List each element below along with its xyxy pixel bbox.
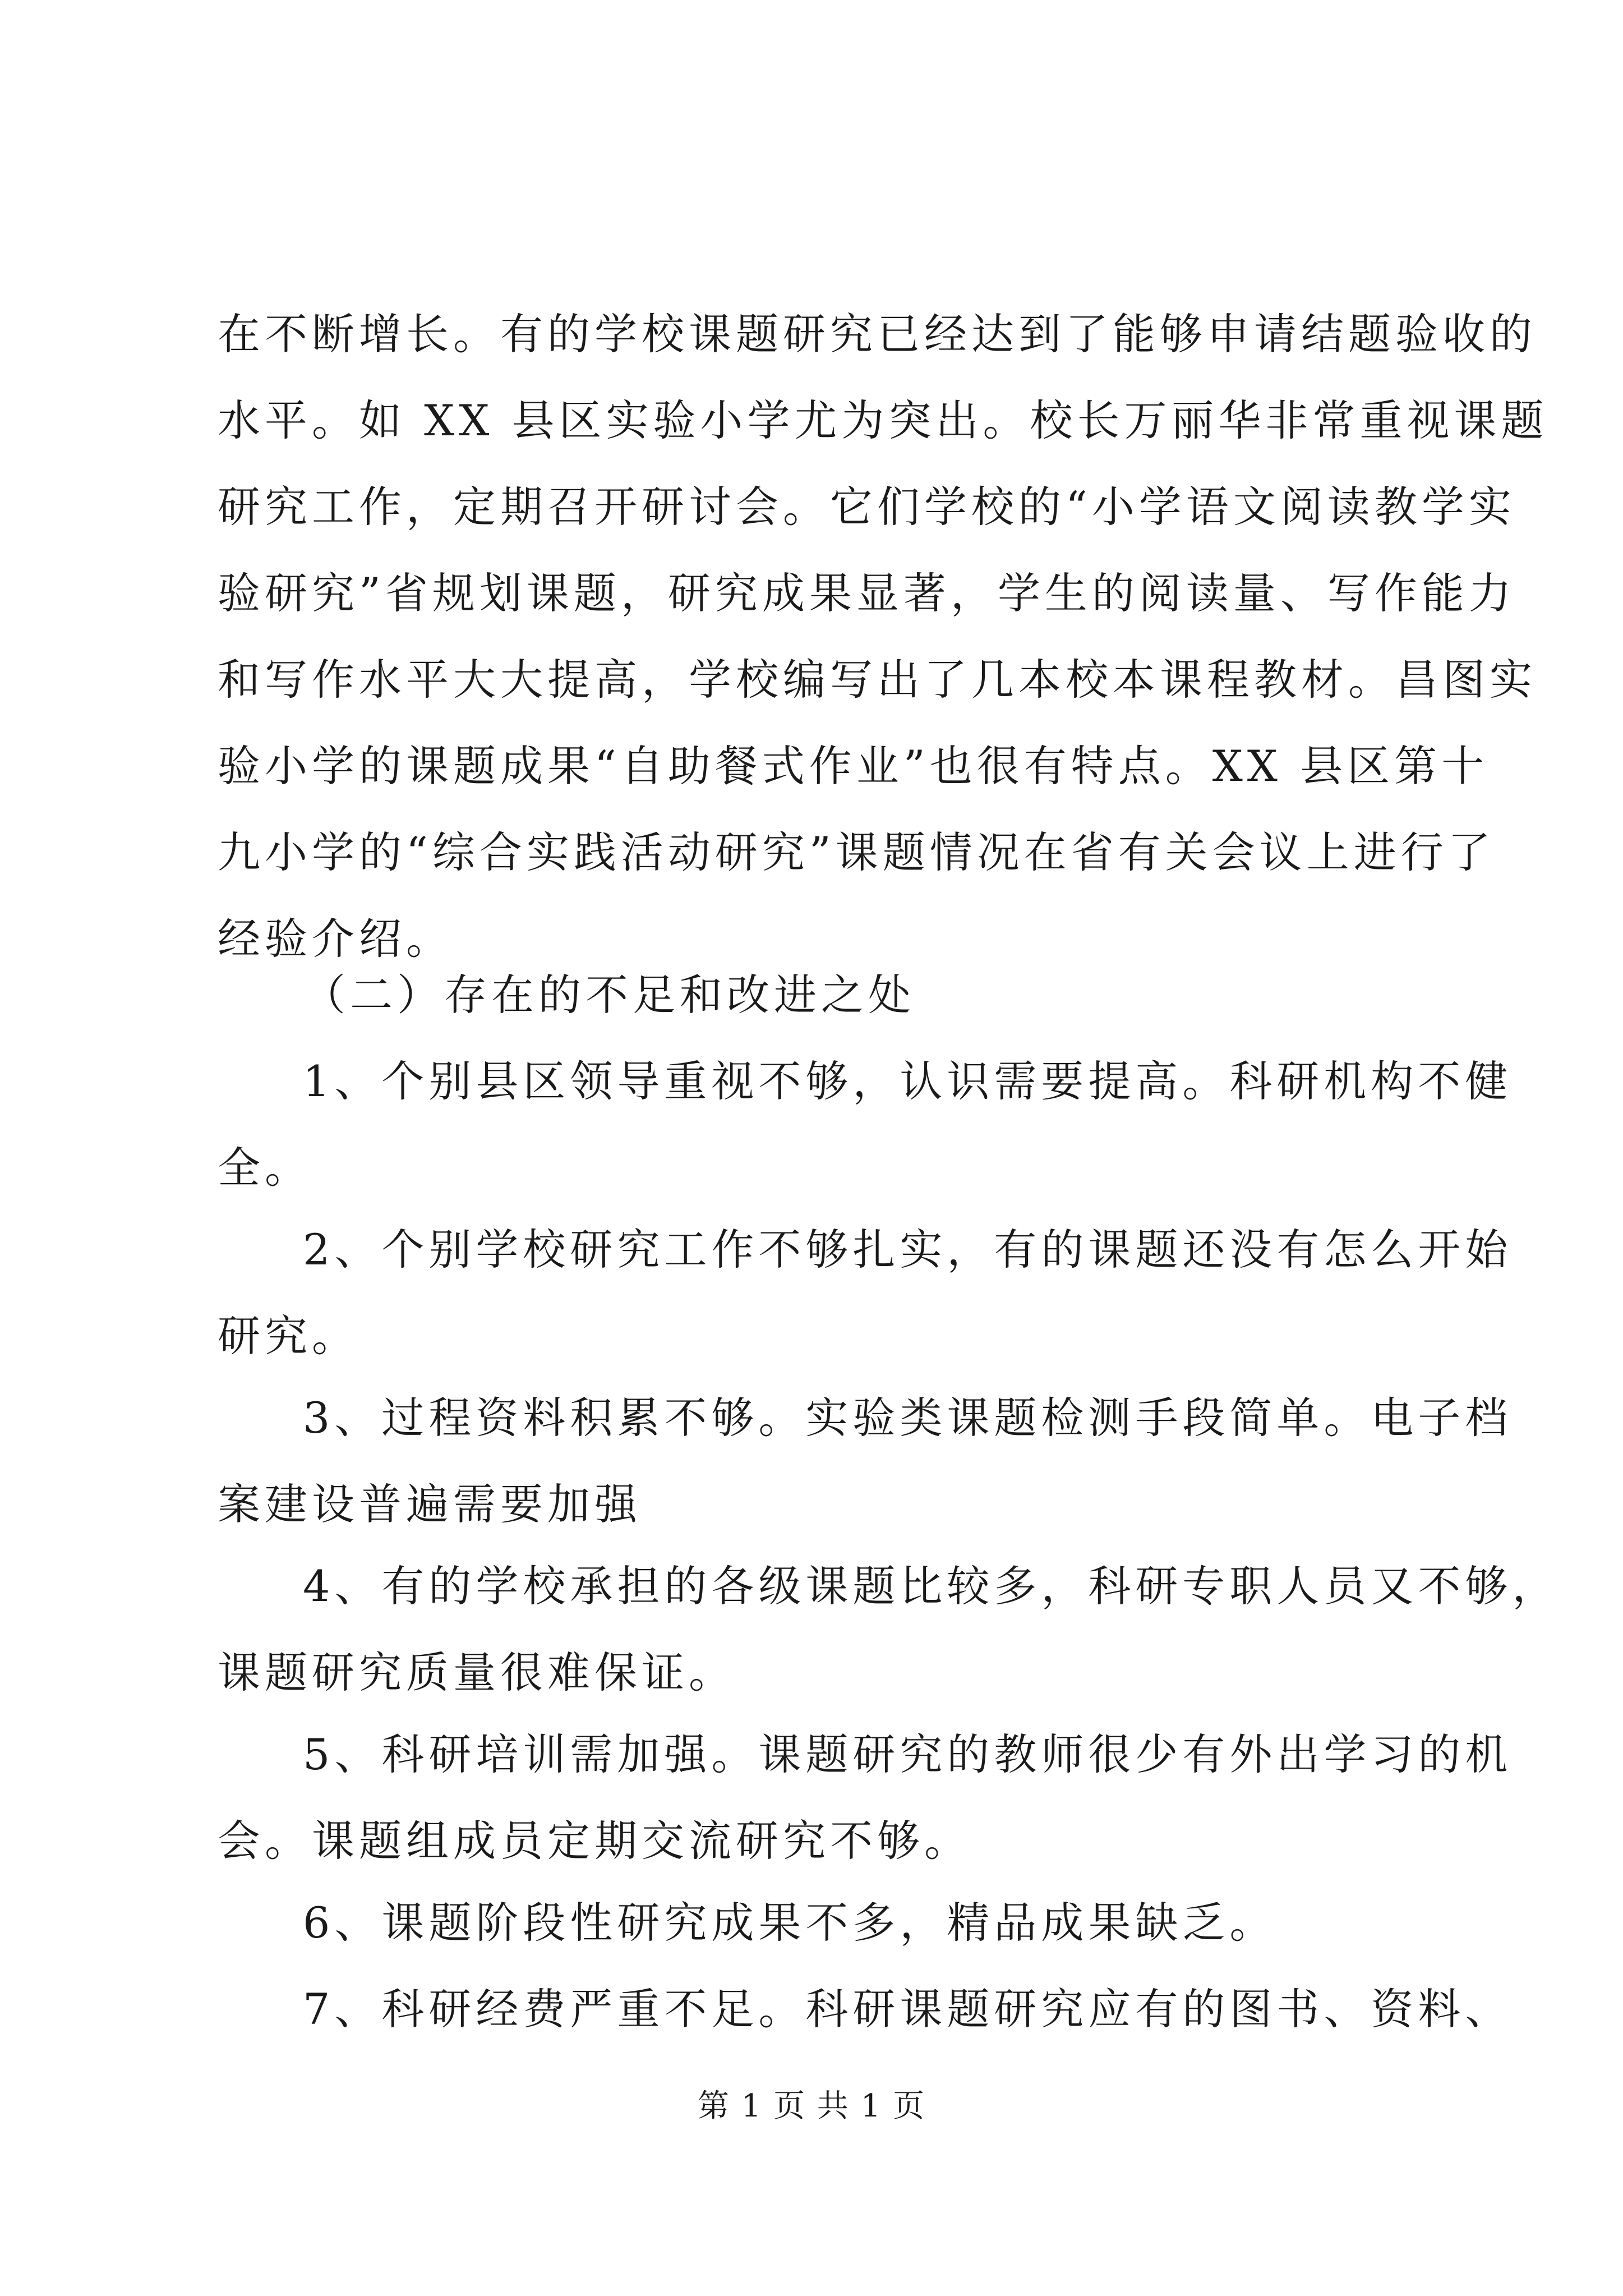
list-item-2-continuation: 研究。 — [218, 1311, 359, 1361]
list-item-1: 1、个别县区领导重视不够，认识需要提高。科研机构不健 — [303, 1056, 1513, 1106]
paragraph-line: 经验介绍。 — [218, 914, 453, 964]
list-item-4: 4、有的学校承担的各级课题比较多，科研专职人员又不够， — [303, 1561, 1560, 1611]
list-item-2: 2、个别学校研究工作不够扎实，有的课题还没有怎么开始 — [303, 1225, 1513, 1274]
list-item-4-continuation: 课题研究质量很难保证。 — [218, 1648, 736, 1697]
paragraph-line: 水平。如 XX 县区实验小学尤为突出。校长万丽华非常重视课题 — [218, 395, 1548, 445]
paragraph-line: 九小学的“综合实践活动研究”课题情况在省有关会议上进行了 — [218, 827, 1495, 877]
list-item-3-continuation: 案建设普遍需要加强 — [218, 1479, 642, 1529]
paragraph-line: 和写作水平大大提高，学校编写出了几本校本课程教材。昌图实 — [218, 655, 1537, 705]
list-item-5-continuation: 会。课题组成员定期交流研究不够。 — [218, 1816, 971, 1866]
section-heading: （二）存在的不足和改进之处 — [303, 970, 915, 1020]
list-item-6: 6、课题阶段性研究成果不多，精品成果缺乏。 — [303, 1898, 1277, 1948]
paragraph-line: 验小学的课题成果“自助餐式作业”也很有特点。XX 县区第十 — [218, 741, 1489, 791]
paragraph-line: 验研究”省规划课题，研究成果显著，学生的阅读量、写作能力 — [218, 568, 1516, 618]
list-item-1-continuation: 全。 — [218, 1143, 312, 1193]
list-item-3: 3、过程资料积累不够。实验类课题检测手段简单。电子档 — [303, 1393, 1513, 1443]
list-item-7: 7、科研经费严重不足。科研课题研究应有的图书、资料、 — [303, 1984, 1513, 2034]
page-number-footer: 第 1 页 共 1 页 — [697, 2088, 926, 2124]
paragraph-line: 研究工作，定期召开研讨会。它们学校的“小学语文阅读教学实 — [218, 482, 1516, 532]
paragraph-line: 在不断增长。有的学校课题研究已经达到了能够申请结题验收的 — [218, 309, 1537, 359]
list-item-5: 5、科研培训需加强。课题研究的教师很少有外出学习的机 — [303, 1729, 1513, 1779]
